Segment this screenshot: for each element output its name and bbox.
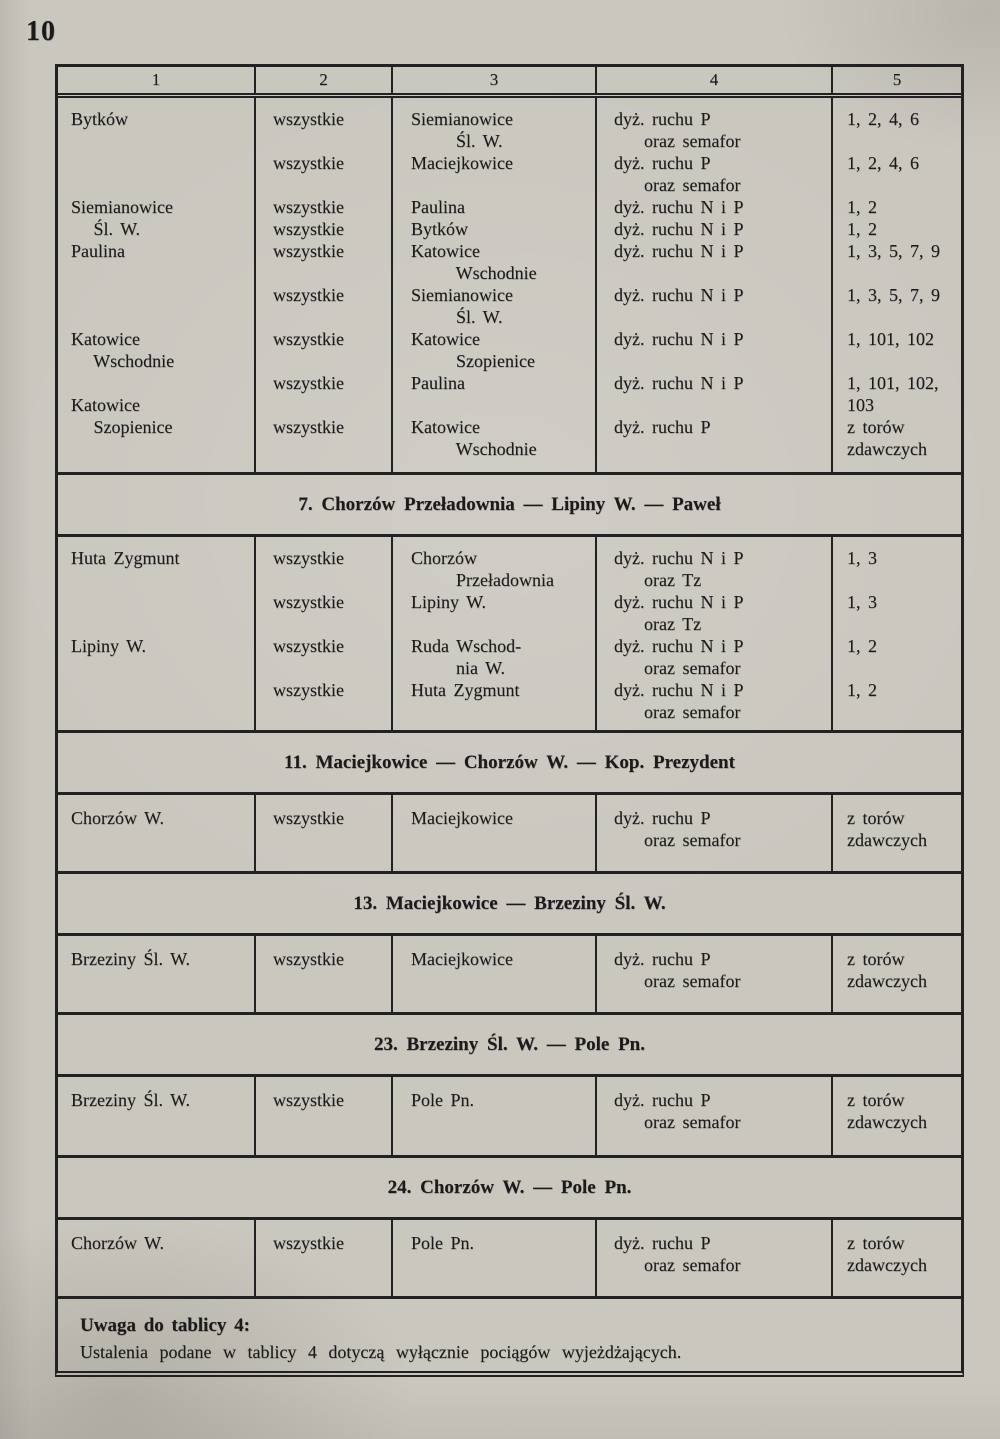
- cell: 1, 3: [847, 592, 877, 612]
- cell: Katowice: [411, 241, 480, 261]
- cell: [58, 613, 254, 635]
- section-heading: [58, 475, 961, 537]
- cell: [58, 679, 254, 701]
- cell: dyż. ruchu N i P: [614, 636, 744, 656]
- cell: [393, 613, 595, 635]
- cell: Paulina: [411, 197, 465, 217]
- cell: dyż. ruchu N i P: [614, 197, 744, 217]
- cell: wszystkie: [273, 241, 344, 261]
- table-column: [58, 936, 254, 1012]
- cell: wszystkie: [273, 949, 344, 969]
- cell: wszystkie: [273, 680, 344, 700]
- cell: [58, 1254, 254, 1276]
- cell: [58, 657, 254, 679]
- cell: dyż. ruchu P: [614, 153, 711, 173]
- table-column: [595, 936, 831, 1012]
- cell: oraz semafor: [614, 1255, 741, 1275]
- table-column: [831, 795, 961, 871]
- cell: wszystkie: [273, 548, 344, 568]
- section-heading-text: 24. Chorzów W. — Pole Pn.: [387, 1176, 632, 1198]
- cell: [833, 130, 961, 152]
- cell: [833, 701, 961, 723]
- note-text: Ustalenia podane w tablicy 4 dotyczą wyłącznie pociągów wyjeżdżających.: [80, 1342, 682, 1362]
- cell: [833, 613, 961, 635]
- cell: [393, 394, 595, 416]
- cell: Wschodnie: [71, 351, 175, 371]
- cell: 1, 2: [847, 219, 877, 239]
- cell: dyż. ruchu N i P: [614, 329, 744, 349]
- cell: [256, 438, 391, 460]
- cell: [58, 591, 254, 613]
- cell: dyż. ruchu N i P: [614, 219, 744, 239]
- cell: Ruda Wschod-: [411, 636, 522, 656]
- cell: dyż. ruchu P: [614, 109, 711, 129]
- page-number: 10: [26, 16, 56, 47]
- cell: 1, 3, 5, 7, 9: [847, 285, 940, 305]
- table-note: [58, 1299, 961, 1366]
- cell: [256, 174, 391, 196]
- cell: [58, 1111, 254, 1133]
- table-column: [831, 1220, 961, 1296]
- table-block: [58, 537, 961, 733]
- cell: Śl. W.: [71, 219, 141, 239]
- cell: [833, 569, 961, 591]
- cell: Maciejkowice: [411, 808, 513, 828]
- cell: oraz semafor: [614, 830, 741, 850]
- cell: [58, 569, 254, 591]
- section-heading: [58, 733, 961, 795]
- table-column: [391, 1220, 595, 1296]
- table-column: [595, 795, 831, 871]
- cell: Siemianowice: [411, 285, 513, 305]
- cell: oraz semafor: [614, 1112, 741, 1132]
- cell: wszystkie: [273, 1233, 344, 1253]
- cell: [833, 657, 961, 679]
- cell: Przeładownia: [411, 570, 554, 590]
- cell: [256, 394, 391, 416]
- cell: [597, 350, 831, 372]
- table-column: [391, 98, 595, 472]
- cell: Pole Pn.: [411, 1090, 475, 1110]
- column-header-3: 3: [391, 67, 595, 93]
- cell: 1, 2: [847, 636, 877, 656]
- cell: oraz semafor: [614, 175, 741, 195]
- cell: [597, 306, 831, 328]
- cell: 1, 2, 4, 6: [847, 153, 919, 173]
- cell: [256, 569, 391, 591]
- cell: z torów: [847, 1090, 905, 1110]
- cell: oraz semafor: [614, 971, 741, 991]
- cell: dyż. ruchu N i P: [614, 285, 744, 305]
- cell: 1, 2, 4, 6: [847, 109, 919, 129]
- column-header-5: 5: [831, 67, 961, 93]
- cell: 1, 101, 102: [847, 329, 934, 349]
- cell: 1, 2: [847, 680, 877, 700]
- cell: Szopienice: [71, 417, 173, 437]
- cell: Huta Zygmunt: [71, 548, 180, 568]
- cell: wszystkie: [273, 417, 344, 437]
- cell: wszystkie: [273, 109, 344, 129]
- cell: dyż. ruchu P: [614, 949, 711, 969]
- cell: wszystkie: [273, 636, 344, 656]
- table-column: [254, 537, 391, 730]
- cell: [58, 152, 254, 174]
- cell: [58, 701, 254, 723]
- cell: [256, 970, 391, 992]
- section-heading: [58, 1015, 961, 1077]
- section-heading: [58, 1158, 961, 1220]
- table-column: [595, 537, 831, 730]
- cell: Maciejkowice: [411, 949, 513, 969]
- cell: [833, 262, 961, 284]
- cell: Lipiny W.: [411, 592, 487, 612]
- cell: Szopienice: [411, 351, 535, 371]
- cell: dyż. ruchu N i P: [614, 373, 744, 393]
- cell: [58, 829, 254, 851]
- table-column: [595, 98, 831, 472]
- cell: Katowice: [411, 329, 480, 349]
- cell: z torów: [847, 808, 905, 828]
- cell: Wschodnie: [411, 439, 537, 459]
- cell: [256, 306, 391, 328]
- table-column: [391, 795, 595, 871]
- cell: Paulina: [411, 373, 465, 393]
- cell: z torów: [847, 949, 905, 969]
- cell: wszystkie: [273, 1090, 344, 1110]
- cell: oraz Tz: [614, 570, 702, 590]
- section-heading-text: 23. Brzeziny Śl. W. — Pole Pn.: [374, 1033, 645, 1055]
- table-column: [595, 1077, 831, 1155]
- table-column: [831, 1077, 961, 1155]
- cell: [58, 284, 254, 306]
- cell: [393, 1254, 595, 1276]
- cell: wszystkie: [273, 373, 344, 393]
- cell: Śl. W.: [411, 131, 503, 151]
- cell: [393, 970, 595, 992]
- cell: Chorzów W.: [71, 1233, 164, 1253]
- table-column: [58, 98, 254, 472]
- cell: Lipiny W.: [71, 636, 147, 656]
- cell: wszystkie: [273, 153, 344, 173]
- cell: 1, 101, 102,: [847, 373, 939, 393]
- cell: zdawczych: [847, 1112, 927, 1132]
- table-block: [58, 936, 961, 1015]
- cell: Katowice: [71, 395, 140, 415]
- cell: 1, 3: [847, 548, 877, 568]
- cell: [256, 701, 391, 723]
- cell: [597, 262, 831, 284]
- cell: [256, 613, 391, 635]
- cell: Brzeziny Śl. W.: [71, 1090, 190, 1110]
- cell: [256, 130, 391, 152]
- cell: [833, 350, 961, 372]
- cell: oraz Tz: [614, 614, 702, 634]
- table-column: [254, 1077, 391, 1155]
- sections-container: [58, 98, 961, 1299]
- cell: Chorzów W.: [71, 808, 164, 828]
- table-column: [391, 936, 595, 1012]
- column-header-row: [58, 67, 961, 98]
- table-column: [58, 1220, 254, 1296]
- cell: wszystkie: [273, 808, 344, 828]
- table-column: [254, 98, 391, 472]
- cell: [58, 306, 254, 328]
- section-heading-text: 7. Chorzów Przeładownia — Lipiny W. — Paweł: [298, 493, 721, 515]
- cell: [393, 701, 595, 723]
- table-column: [595, 1220, 831, 1296]
- cell: Brzeziny Śl. W.: [71, 949, 190, 969]
- table-column: [831, 98, 961, 472]
- column-header-4: 4: [595, 67, 831, 93]
- cell: [256, 350, 391, 372]
- cell: Śl. W.: [411, 307, 503, 327]
- cell: Huta Zygmunt: [411, 680, 520, 700]
- cell: wszystkie: [273, 219, 344, 239]
- cell: nia W.: [411, 658, 506, 678]
- cell: dyż. ruchu P: [614, 1090, 711, 1110]
- cell: dyż. ruchu P: [614, 1233, 711, 1253]
- cell: oraz semafor: [614, 658, 741, 678]
- cell: z torów: [847, 1233, 905, 1253]
- cell: [393, 174, 595, 196]
- cell: wszystkie: [273, 329, 344, 349]
- cell: zdawczych: [847, 971, 927, 991]
- column-header-2: 2: [254, 67, 391, 93]
- cell: oraz semafor: [614, 131, 741, 151]
- cell: [58, 262, 254, 284]
- table-column: [391, 537, 595, 730]
- table-column: [391, 1077, 595, 1155]
- table-column: [831, 936, 961, 1012]
- cell: dyż. ruchu N i P: [614, 548, 744, 568]
- cell: Bytków: [411, 219, 469, 239]
- section-heading: [58, 874, 961, 936]
- cell: [597, 438, 831, 460]
- column-header-1: 1: [151, 70, 161, 89]
- cell: Bytków: [71, 109, 129, 129]
- cell: Paulina: [71, 241, 125, 261]
- table-block: [58, 1220, 961, 1299]
- cell: dyż. ruchu N i P: [614, 241, 744, 261]
- cell: zdawczych: [847, 1255, 927, 1275]
- table-column: [831, 537, 961, 730]
- table-column: [254, 795, 391, 871]
- cell: [393, 829, 595, 851]
- cell: z torów: [847, 417, 905, 437]
- cell: dyż. ruchu N i P: [614, 680, 744, 700]
- table-column: [58, 795, 254, 871]
- cell: [256, 657, 391, 679]
- cell: dyż. ruchu N i P: [614, 592, 744, 612]
- cell: Pole Pn.: [411, 1233, 475, 1253]
- cell: dyż. ruchu P: [614, 417, 711, 437]
- cell: Katowice: [71, 329, 140, 349]
- table-column: [58, 1077, 254, 1155]
- cell: 1, 3, 5, 7, 9: [847, 241, 940, 261]
- cell: [256, 1254, 391, 1276]
- cell: Wschodnie: [411, 263, 537, 283]
- cell: [393, 1111, 595, 1133]
- section-heading-text: 11. Maciejkowice — Chorzów W. — Kop. Prezydent: [284, 751, 735, 773]
- table-column: [254, 936, 391, 1012]
- cell: 103: [847, 395, 874, 415]
- page-box: [55, 64, 964, 1377]
- cell: Siemianowice: [71, 197, 173, 217]
- cell: [256, 1111, 391, 1133]
- cell: wszystkie: [273, 197, 344, 217]
- note-title: Uwaga do tablicy 4:: [80, 1315, 250, 1336]
- table-column: [58, 537, 254, 730]
- cell: [58, 174, 254, 196]
- cell: wszystkie: [273, 592, 344, 612]
- cell: Chorzów: [411, 548, 477, 568]
- table-block: [58, 795, 961, 874]
- cell: [256, 262, 391, 284]
- cell: Katowice: [411, 417, 480, 437]
- cell: zdawczych: [847, 830, 927, 850]
- cell: [58, 438, 254, 460]
- cell: 1, 2: [847, 197, 877, 217]
- cell: [833, 306, 961, 328]
- cell: [256, 829, 391, 851]
- cell: Maciejkowice: [411, 153, 513, 173]
- cell: [58, 372, 254, 394]
- section-heading-text: 13. Maciejkowice — Brzeziny Śl. W.: [353, 892, 666, 914]
- cell: Siemianowice: [411, 109, 513, 129]
- cell: oraz semafor: [614, 702, 741, 722]
- cell: dyż. ruchu P: [614, 808, 711, 828]
- cell: zdawczych: [847, 439, 927, 459]
- table-column: [254, 1220, 391, 1296]
- table-block: [58, 98, 961, 475]
- cell: wszystkie: [273, 285, 344, 305]
- cell: [833, 174, 961, 196]
- table-block: [58, 1077, 961, 1158]
- cell: [58, 970, 254, 992]
- cell: [58, 130, 254, 152]
- cell: [597, 394, 831, 416]
